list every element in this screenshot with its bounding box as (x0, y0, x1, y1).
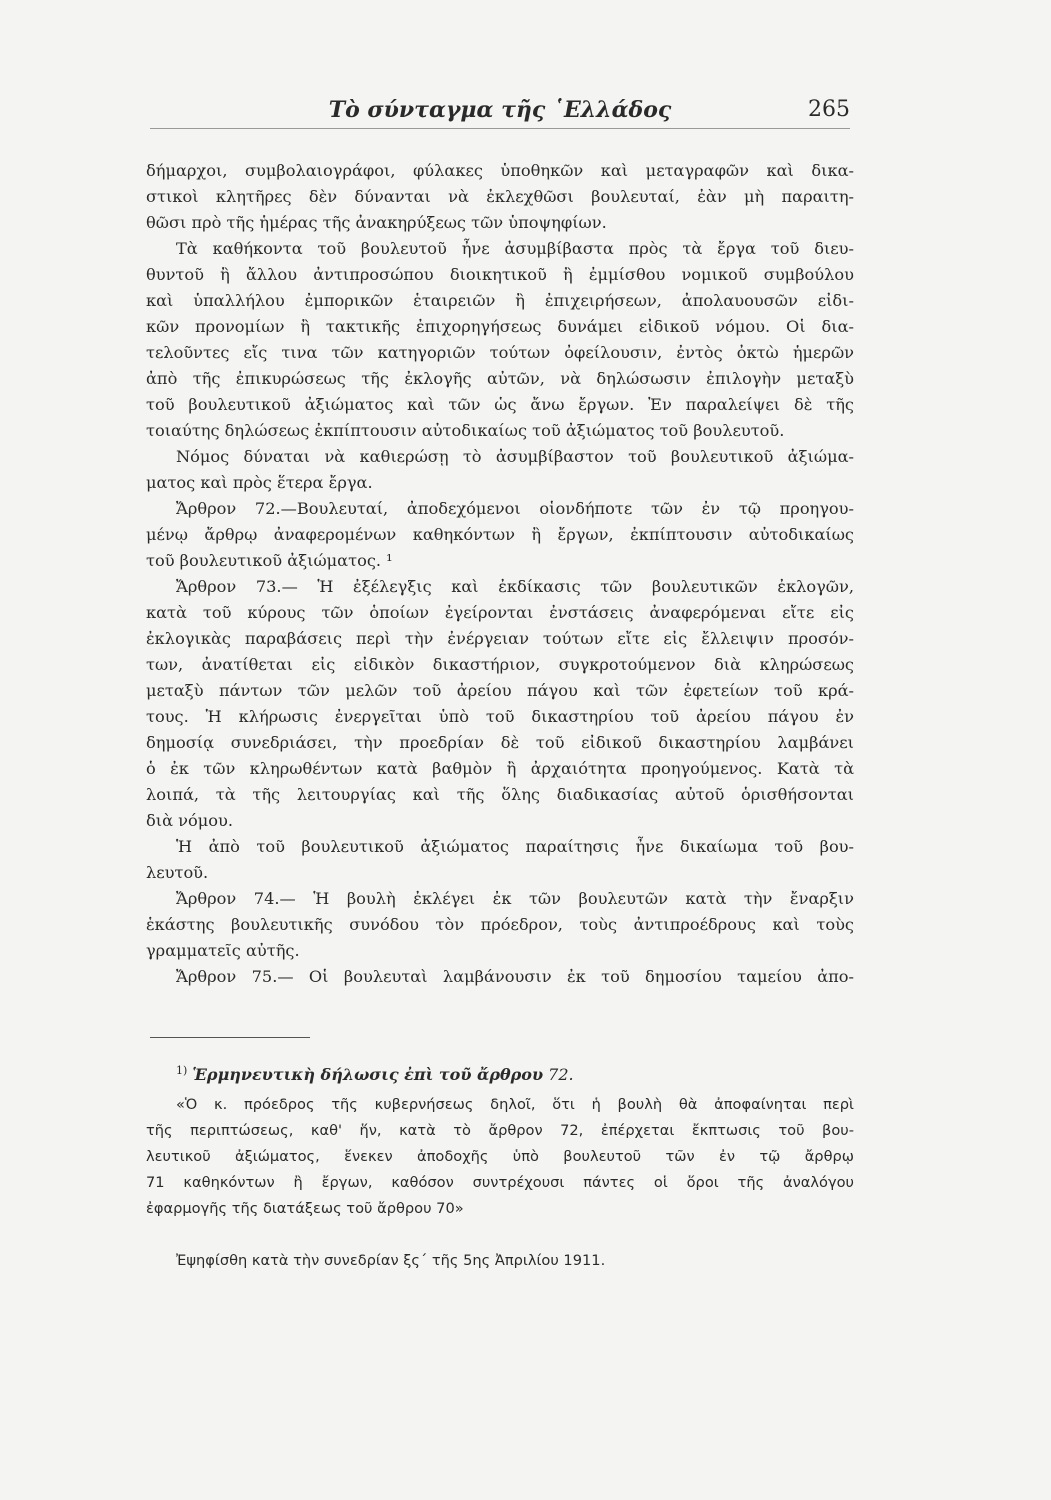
text-line: τοῦ βουλευτικοῦ ἀξιώματος καὶ τῶν ὡς ἄνω ἔργων. Ἐν παραλείψει δὲ τῆς (146, 395, 854, 414)
running-header (150, 95, 850, 129)
text-line: κατὰ τοῦ κύρους τῶν ὁποίων ἐγείρονται ἐνστάσεις ἀναφερόμεναι εἴτε εἰς (146, 603, 854, 622)
footnote-line: τῆς περιπτώσεως, καθ' ἥν, κατὰ τὸ ἄρθρον 72, ἐπέρχεται ἔκπτωσις τοῦ βου- (146, 1122, 854, 1139)
running-title: Τὸ σύνταγμα τῆς ῾Ελλάδος (328, 97, 672, 123)
footnote-line: 71 καθηκόντων ἢ ἔργων, καθόσον συντρέχουσι πάντες οἱ ὅροι τῆς ἀναλόγου (146, 1174, 854, 1191)
footnote-rule (150, 1037, 310, 1038)
text-line: λοιπά, τὰ τῆς λειτουργίας καὶ τῆς ὅλης διαδικασίας αὐτοῦ ὁρισθήσονται (146, 785, 854, 804)
footnote-line: ἐφαρμογῆς τῆς διατάξεως τοῦ ἄρθρου 70» (146, 1200, 464, 1217)
footnote-line: λευτικοῦ ἀξιώματος, ἕνεκεν ἀποδοχῆς ὑπὸ βουλευτοῦ τῶν ἐν τῷ ἄρθρῳ (146, 1148, 854, 1165)
footnote-title (146, 1058, 854, 1084)
text-line: ἐκλογικὰς παραβάσεις περὶ τὴν ἐνέργειαν τούτων εἴτε εἰς ἔλλειψιν προσόν- (146, 629, 854, 648)
text-line: ἑκάστης βουλευτικῆς συνόδου τὸν πρόεδρον, τοὺς ἀντιπροέδρους καὶ τοὺς (146, 915, 854, 934)
text-line: διὰ νόμου. (146, 811, 234, 830)
text-line: γραμματεῖς αὐτῆς. (146, 941, 300, 960)
footnote (146, 1058, 854, 1222)
page-number: 265 (808, 97, 850, 122)
footnote-line: «Ὁ κ. πρόεδρος τῆς κυβερνήσεως δηλοῖ, ὅτι ἡ βουλὴ θὰ ἀποφαίνηται περὶ (176, 1096, 854, 1113)
footnote-marker: 1) (176, 1064, 188, 1077)
footnote-heading-number: 72. (548, 1065, 574, 1084)
article-75-line: Ἄρθρον 75.— Οἱ βουλευταὶ λαμβάνουσιν ἐκ τοῦ δημοσίου ταμείου ἀπο- (176, 967, 854, 986)
text-line: λευτοῦ. (146, 863, 209, 882)
text-line: των, ἀνατίθεται εἰς εἰδικὸν δικαστήριον, συγκροτούμενον διὰ κληρώσεως (146, 655, 854, 674)
article-74-line: Ἄρθρον 74.— Ἡ βουλὴ ἐκλέγει ἐκ τῶν βουλευτῶν κατὰ τὴν ἔναρξιν (176, 889, 854, 908)
footnote-vote-note: Ἐψηφίσθη κατὰ τὴν συνεδρίαν ξς´ τῆς 5ης Ἀπριλίου 1911. (176, 1252, 606, 1269)
header-rule (150, 128, 850, 129)
text-line: τοιαύτης δηλώσεως ἐκπίπτουσιν αὐτοδικαίως τοῦ ἀξιώματος τοῦ βουλευτοῦ. (146, 421, 785, 440)
text-line: δήμαρχοι, συμβολαιογράφοι, φύλακες ὑποθηκῶν καὶ μεταγραφῶν καὶ δικα- (146, 161, 854, 180)
article-72-line: Ἄρθρον 72.—Βουλευταί, ἀποδεχόμενοι οἱονδήποτε τῶν ἐν τῷ προηγου- (176, 499, 854, 518)
text-line: θῶσι πρὸ τῆς ἡμέρας τῆς ἀνακηρύξεως τῶν ὑποψηφίων. (146, 213, 607, 232)
text-line: ἀπὸ τῆς ἐπικυρώσεως τῆς ἐκλογῆς αὐτῶν, νὰ δηλώσωσιν ἐπιλογὴν μεταξὺ (146, 369, 854, 388)
text-line: μένῳ ἄρθρῳ ἀναφερομένων καθηκόντων ἢ ἔργων, ἐκπίπτουσιν αὐτοδικαίως (146, 525, 854, 544)
text-line: τελοῦντες εἴς τινα τῶν κατηγοριῶν τούτων ὀφείλουσιν, ἐντὸς ὀκτὼ ἡμερῶν (146, 343, 854, 362)
text-line: ὁ ἐκ τῶν κληρωθέντων κατὰ βαθμὸν ἢ ἀρχαιότητα προηγούμενος. Κατὰ τὰ (146, 759, 854, 778)
main-text (146, 158, 854, 990)
text-line: τους. Ἡ κλήρωσις ἐνεργεῖται ὑπὸ τοῦ δικαστηρίου τοῦ ἀρείου πάγου ἐν (146, 707, 854, 726)
text-line: Νόμος δύναται νὰ καθιερώσῃ τὸ ἀσυμβίβαστον τοῦ βουλευτικοῦ ἀξιώμα- (176, 447, 854, 466)
text-line: στικοὶ κλητῆρες δὲν δύνανται νὰ ἐκλεχθῶσι βουλευταί, ἐὰν μὴ παραιτη- (146, 187, 854, 206)
text-line: κῶν προνομίων ἢ τακτικῆς ἐπιχορηγήσεως δυνάμει εἰδικοῦ νόμου. Οἱ δια- (146, 317, 854, 336)
text-line: μεταξὺ πάντων τῶν μελῶν τοῦ ἀρείου πάγου καὶ τῶν ἐφετείων τοῦ κρά- (146, 681, 854, 700)
text-line: τοῦ βουλευτικοῦ ἀξιώματος. ¹ (146, 551, 393, 570)
text-line: θυντοῦ ἢ ἄλλου ἀντιπροσώπου διοικητικοῦ ἢ ἐμμίσθου νομικοῦ συμβούλου (146, 265, 854, 284)
text-line: δημοσίᾳ συνεδριάσει, τὴν προεδρίαν δὲ τοῦ εἰδικοῦ δικαστηρίου λαμβάνει (146, 733, 854, 752)
text-line: Ἡ ἀπὸ τοῦ βουλευτικοῦ ἀξιώματος παραίτησις ἦνε δικαίωμα τοῦ βου- (176, 837, 854, 856)
text-line: Τὰ καθήκοντα τοῦ βουλευτοῦ ἦνε ἀσυμβίβαστα πρὸς τὰ ἔργα τοῦ διευ- (176, 239, 854, 258)
text-line: καὶ ὑπαλλήλου ἐμπορικῶν ἑταιρειῶν ἢ ἐπιχειρήσεων, ἀπολαυουσῶν εἰδι- (146, 291, 854, 310)
article-73-line: Ἄρθρον 73.— Ἡ ἐξέλεγξις καὶ ἐκδίκασις τῶν βουλευτικῶν ἐκλογῶν, (176, 577, 854, 596)
text-line: ματος καὶ πρὸς ἕτερα ἔργα. (146, 473, 373, 492)
footnote-heading: Ἑρμηνευτικὴ δήλωσις ἐπὶ τοῦ ἄρθρου (192, 1065, 544, 1084)
